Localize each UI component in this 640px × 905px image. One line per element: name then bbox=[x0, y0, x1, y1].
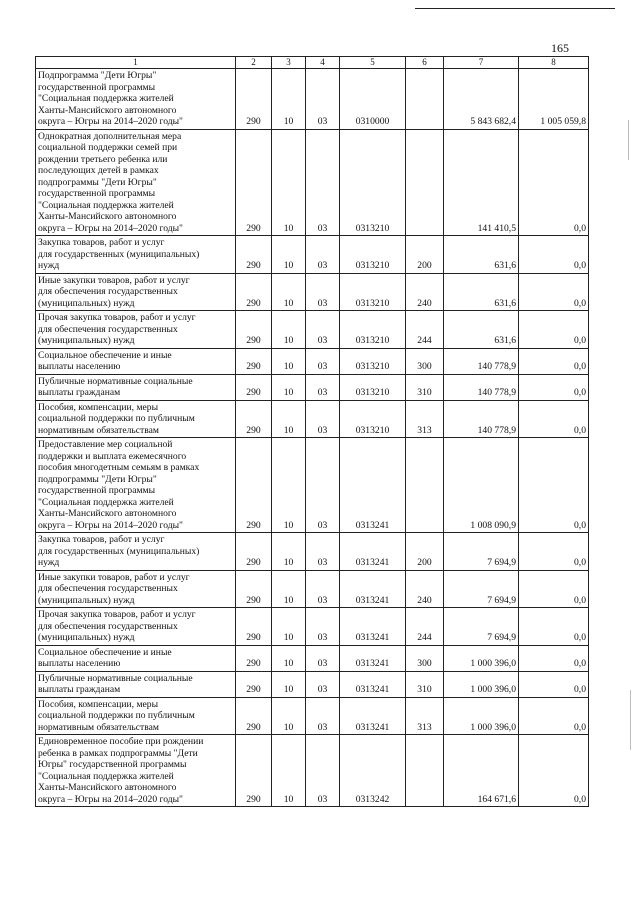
cell-col4: 03 bbox=[306, 697, 340, 735]
table-row bbox=[36, 608, 589, 646]
cell-col3: 10 bbox=[272, 645, 306, 671]
cell-col2: 290 bbox=[236, 671, 272, 697]
cell-col8: 0,0 bbox=[519, 400, 589, 438]
cell-col6: 313 bbox=[406, 400, 444, 438]
cell-col3: 10 bbox=[272, 533, 306, 571]
table-row bbox=[36, 348, 589, 374]
cell-col3: 10 bbox=[272, 236, 306, 274]
cell-col3: 10 bbox=[272, 400, 306, 438]
cell-col6 bbox=[406, 735, 444, 807]
cell-col2: 290 bbox=[236, 697, 272, 735]
table-row bbox=[36, 311, 589, 349]
cell-col5: 0313210 bbox=[340, 348, 406, 374]
cell-col7: 1 000 396,0 bbox=[444, 645, 519, 671]
scan-artifact bbox=[630, 690, 631, 750]
cell-col5: 0313241 bbox=[340, 645, 406, 671]
cell-col5: 0313241 bbox=[340, 570, 406, 608]
cell-name: Прочая закупка товаров, работ и услуг для обеспечения государственных (муниципальных) нужд bbox=[36, 311, 236, 349]
cell-col7: 7 694,9 bbox=[444, 570, 519, 608]
table-row bbox=[36, 671, 589, 697]
cell-col6: 240 bbox=[406, 273, 444, 311]
cell-col3: 10 bbox=[272, 735, 306, 807]
cell-col6 bbox=[406, 438, 444, 533]
cell-name: Иные закупки товаров, работ и услуг для обеспечения государственных (муниципальных) нужд bbox=[36, 273, 236, 311]
cell-col5: 0313210 bbox=[340, 374, 406, 400]
cell-col5: 0313242 bbox=[340, 735, 406, 807]
cell-col7: 140 778,9 bbox=[444, 348, 519, 374]
cell-col3: 10 bbox=[272, 671, 306, 697]
cell-name: Единовременное пособие при рождении ребенка в рамках подпрограммы "Дети Югры" государственной программы "Социальная поддержка жителей Ханты-Мансийского автономного округа – Югры на 2014–2020 годы" bbox=[36, 735, 236, 807]
scan-artifact bbox=[628, 120, 629, 160]
cell-col4: 03 bbox=[306, 273, 340, 311]
cell-col4: 03 bbox=[306, 69, 340, 130]
cell-col6: 244 bbox=[406, 608, 444, 646]
cell-col6: 240 bbox=[406, 570, 444, 608]
cell-col6: 200 bbox=[406, 236, 444, 274]
cell-col8: 0,0 bbox=[519, 129, 589, 236]
cell-col2: 290 bbox=[236, 735, 272, 807]
column-header: 2 bbox=[236, 57, 272, 69]
cell-col4: 03 bbox=[306, 608, 340, 646]
cell-col2: 290 bbox=[236, 129, 272, 236]
table-row bbox=[36, 533, 589, 571]
cell-col5: 0313241 bbox=[340, 533, 406, 571]
table-row bbox=[36, 129, 589, 236]
cell-name: Пособия, компенсации, меры социальной поддержки по публичным нормативным обязательствам bbox=[36, 400, 236, 438]
cell-col8: 0,0 bbox=[519, 348, 589, 374]
cell-name: Подпрограмма "Дети Югры" государственной программы "Социальная поддержка жителей Ханты-Мансийского автономного округа – Югры на 2014–2020 годы" bbox=[36, 69, 236, 130]
cell-col3: 10 bbox=[272, 438, 306, 533]
cell-col3: 10 bbox=[272, 311, 306, 349]
column-header: 8 bbox=[519, 57, 589, 69]
cell-col2: 290 bbox=[236, 533, 272, 571]
cell-col3: 10 bbox=[272, 69, 306, 130]
cell-col6: 310 bbox=[406, 374, 444, 400]
cell-col5: 0313241 bbox=[340, 671, 406, 697]
cell-col6: 300 bbox=[406, 348, 444, 374]
table-row bbox=[36, 374, 589, 400]
cell-col7: 631,6 bbox=[444, 236, 519, 274]
cell-col4: 03 bbox=[306, 400, 340, 438]
page-number: 165 bbox=[551, 41, 569, 55]
cell-col8: 0,0 bbox=[519, 273, 589, 311]
cell-col8: 0,0 bbox=[519, 735, 589, 807]
cell-col2: 290 bbox=[236, 374, 272, 400]
cell-col8: 0,0 bbox=[519, 570, 589, 608]
cell-name: Социальное обеспечение и иные выплаты населению bbox=[36, 348, 236, 374]
cell-col4: 03 bbox=[306, 533, 340, 571]
column-header: 6 bbox=[406, 57, 444, 69]
cell-name: Пособия, компенсации, меры социальной поддержки по публичным нормативным обязательствам bbox=[36, 697, 236, 735]
cell-col3: 10 bbox=[272, 129, 306, 236]
cell-col6: 313 bbox=[406, 697, 444, 735]
cell-col2: 290 bbox=[236, 348, 272, 374]
cell-col8: 0,0 bbox=[519, 645, 589, 671]
table-row bbox=[36, 273, 589, 311]
cell-col3: 10 bbox=[272, 374, 306, 400]
cell-col5: 0313210 bbox=[340, 236, 406, 274]
cell-col4: 03 bbox=[306, 570, 340, 608]
cell-col3: 10 bbox=[272, 273, 306, 311]
table-row bbox=[36, 645, 589, 671]
cell-col7: 7 694,9 bbox=[444, 533, 519, 571]
cell-col5: 0313210 bbox=[340, 129, 406, 236]
cell-col8: 0,0 bbox=[519, 236, 589, 274]
table-header-row bbox=[36, 57, 589, 69]
cell-col6: 310 bbox=[406, 671, 444, 697]
cell-col8: 0,0 bbox=[519, 374, 589, 400]
cell-col7: 1 000 396,0 bbox=[444, 671, 519, 697]
budget-table bbox=[35, 56, 589, 807]
cell-col4: 03 bbox=[306, 671, 340, 697]
cell-col8: 0,0 bbox=[519, 438, 589, 533]
cell-col6 bbox=[406, 69, 444, 130]
cell-name: Публичные нормативные социальные выплаты гражданам bbox=[36, 671, 236, 697]
cell-col5: 0313241 bbox=[340, 697, 406, 735]
cell-col6: 244 bbox=[406, 311, 444, 349]
cell-col2: 290 bbox=[236, 608, 272, 646]
cell-name: Закупка товаров, работ и услуг для государственных (муниципальных) нужд bbox=[36, 236, 236, 274]
column-header: 1 bbox=[36, 57, 236, 69]
table-row bbox=[36, 400, 589, 438]
cell-name: Предоставление мер социальной поддержки и выплата ежемесячного пособия многодетным семьям в рамках подпрограммы "Дети Югры" государственной программы "Социальная поддержка жителей Ханты-Мансийского автономного округа – Югры на 2014–2020 годы" bbox=[36, 438, 236, 533]
cell-col8: 0,0 bbox=[519, 533, 589, 571]
top-rule bbox=[415, 8, 615, 9]
column-header: 5 bbox=[340, 57, 406, 69]
cell-col8: 0,0 bbox=[519, 311, 589, 349]
cell-col7: 631,6 bbox=[444, 273, 519, 311]
cell-col8: 1 005 059,8 bbox=[519, 69, 589, 130]
cell-col7: 5 843 682,4 bbox=[444, 69, 519, 130]
cell-col4: 03 bbox=[306, 438, 340, 533]
cell-col7: 7 694,9 bbox=[444, 608, 519, 646]
column-header: 3 bbox=[272, 57, 306, 69]
cell-col4: 03 bbox=[306, 236, 340, 274]
column-header: 4 bbox=[306, 57, 340, 69]
cell-col4: 03 bbox=[306, 735, 340, 807]
cell-name: Социальное обеспечение и иные выплаты населению bbox=[36, 645, 236, 671]
cell-name: Иные закупки товаров, работ и услуг для обеспечения государственных (муниципальных) нужд bbox=[36, 570, 236, 608]
cell-name: Однократная дополнительная мера социальной поддержки семей при рождении третьего ребенка или последующих детей в рамках подпрограммы "Дети Югры" государственной программы "Социальная поддержка жителей Ханты-Мансийского автономного округа – Югры на 2014–2020 годы" bbox=[36, 129, 236, 236]
cell-col5: 0313210 bbox=[340, 400, 406, 438]
cell-col5: 0313210 bbox=[340, 311, 406, 349]
cell-col2: 290 bbox=[236, 236, 272, 274]
cell-col6 bbox=[406, 129, 444, 236]
cell-col5: 0313210 bbox=[340, 273, 406, 311]
cell-col7: 140 778,9 bbox=[444, 400, 519, 438]
cell-col2: 290 bbox=[236, 69, 272, 130]
cell-col2: 290 bbox=[236, 438, 272, 533]
table-row bbox=[36, 69, 589, 130]
cell-col7: 631,6 bbox=[444, 311, 519, 349]
cell-name: Закупка товаров, работ и услуг для государственных (муниципальных) нужд bbox=[36, 533, 236, 571]
cell-col4: 03 bbox=[306, 348, 340, 374]
cell-col3: 10 bbox=[272, 348, 306, 374]
cell-col5: 0310000 bbox=[340, 69, 406, 130]
cell-col2: 290 bbox=[236, 273, 272, 311]
table-row bbox=[36, 570, 589, 608]
column-header: 7 bbox=[444, 57, 519, 69]
cell-col8: 0,0 bbox=[519, 671, 589, 697]
table-row bbox=[36, 438, 589, 533]
cell-col4: 03 bbox=[306, 374, 340, 400]
cell-col7: 1 008 090,9 bbox=[444, 438, 519, 533]
cell-col2: 290 bbox=[236, 400, 272, 438]
cell-col4: 03 bbox=[306, 311, 340, 349]
cell-col4: 03 bbox=[306, 129, 340, 236]
cell-name: Прочая закупка товаров, работ и услуг для обеспечения государственных (муниципальных) нужд bbox=[36, 608, 236, 646]
cell-col5: 0313241 bbox=[340, 608, 406, 646]
table-row bbox=[36, 236, 589, 274]
cell-col2: 290 bbox=[236, 645, 272, 671]
table-row bbox=[36, 697, 589, 735]
cell-col8: 0,0 bbox=[519, 697, 589, 735]
cell-col6: 300 bbox=[406, 645, 444, 671]
cell-col7: 1 000 396,0 bbox=[444, 697, 519, 735]
cell-col7: 164 671,6 bbox=[444, 735, 519, 807]
cell-col2: 290 bbox=[236, 311, 272, 349]
cell-col4: 03 bbox=[306, 645, 340, 671]
cell-col3: 10 bbox=[272, 608, 306, 646]
cell-col3: 10 bbox=[272, 570, 306, 608]
cell-col7: 140 778,9 bbox=[444, 374, 519, 400]
cell-col6: 200 bbox=[406, 533, 444, 571]
cell-col3: 10 bbox=[272, 697, 306, 735]
cell-col5: 0313241 bbox=[340, 438, 406, 533]
cell-name: Публичные нормативные социальные выплаты гражданам bbox=[36, 374, 236, 400]
cell-col2: 290 bbox=[236, 570, 272, 608]
cell-col8: 0,0 bbox=[519, 608, 589, 646]
table-row bbox=[36, 735, 589, 807]
cell-col7: 141 410,5 bbox=[444, 129, 519, 236]
